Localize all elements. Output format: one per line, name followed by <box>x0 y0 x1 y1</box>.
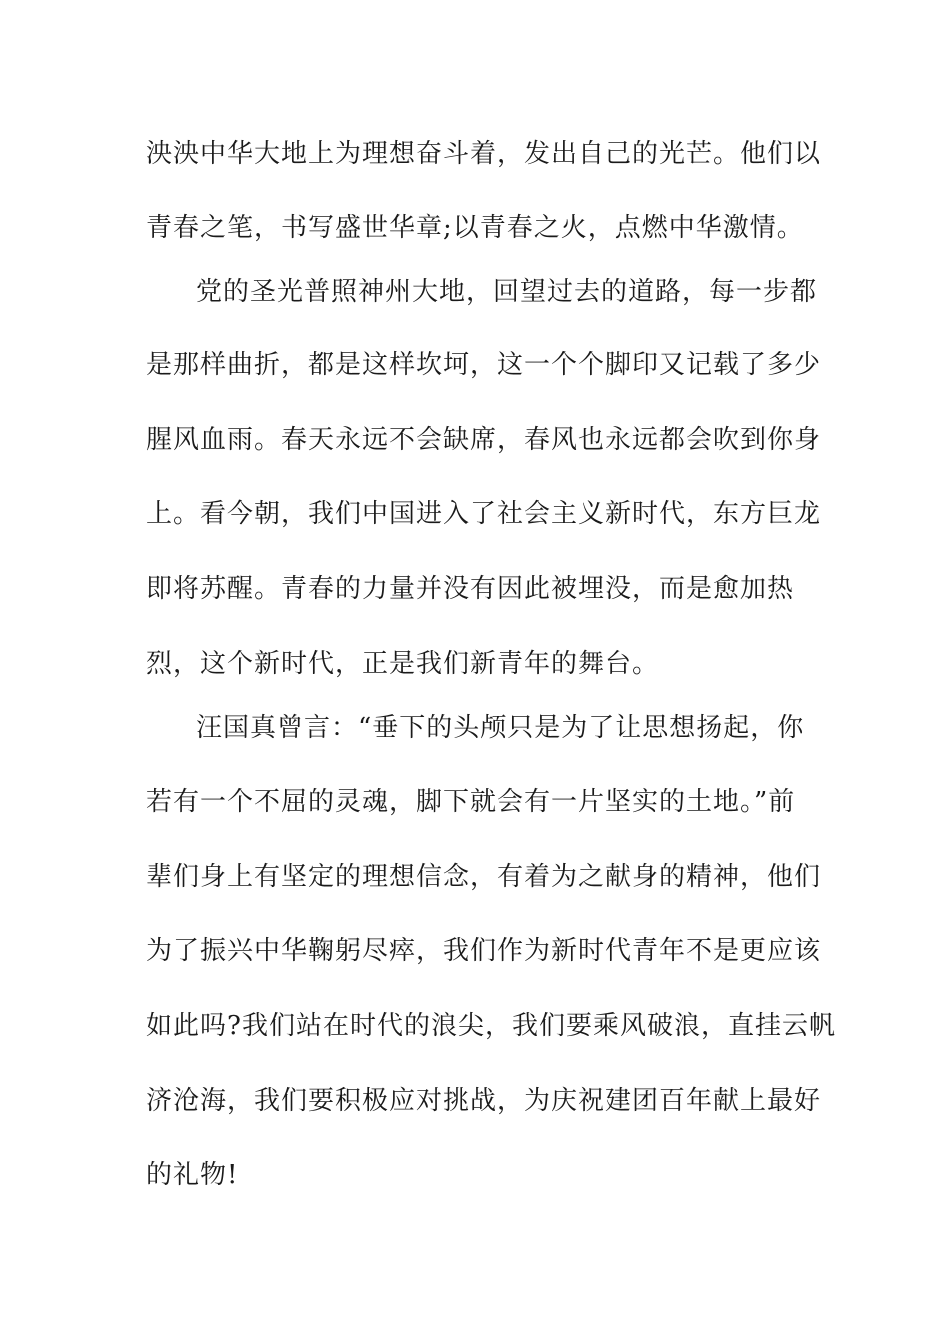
text-line: 若有一个不屈的灵魂，脚下就会有一片坚实的土地。”前 <box>146 787 796 817</box>
text-line: 如此吗?我们站在时代的浪尖，我们要乘风破浪，直挂云帆 <box>146 1011 836 1041</box>
text-line: 即将苏醒。青春的力量并没有因此被埋没，而是愈加热 <box>146 574 795 604</box>
text-line: 济沧海，我们要积极应对挑战，为庆祝建团百年献上最好 <box>146 1086 822 1116</box>
text-line: 腥风血雨。春天永远不会缺席，春风也永远都会吹到你身 <box>146 425 822 455</box>
text-line: 泱泱中华大地上为理想奋斗着，发出自己的光芒。他们以 <box>146 139 822 169</box>
text-line: 是那样曲折，都是这样坎坷，这一个个脚印又记载了多少 <box>146 350 822 380</box>
text-line: 辈们身上有坚定的理想信念，有着为之献身的精神，他们 <box>146 862 822 892</box>
text-line: 为了振兴中华鞠躬尽瘁，我们作为新时代青年不是更应该 <box>146 936 822 966</box>
text-line: 青春之笔，书写盛世华章;以青春之火，点燃中华激情。 <box>146 213 804 243</box>
text-line: 上。看今朝，我们中国进入了社会主义新时代，东方巨龙 <box>146 499 822 529</box>
text-line: 烈，这个新时代，正是我们新青年的舞台。 <box>146 649 660 679</box>
paragraph-first-line: 党的圣光普照神州大地，回望过去的道路，每一步都 <box>196 277 818 307</box>
text-line: 的礼物! <box>146 1160 239 1190</box>
paragraph-first-line: 汪国真曾言：“垂下的头颅只是为了让思想扬起，你 <box>196 713 805 743</box>
